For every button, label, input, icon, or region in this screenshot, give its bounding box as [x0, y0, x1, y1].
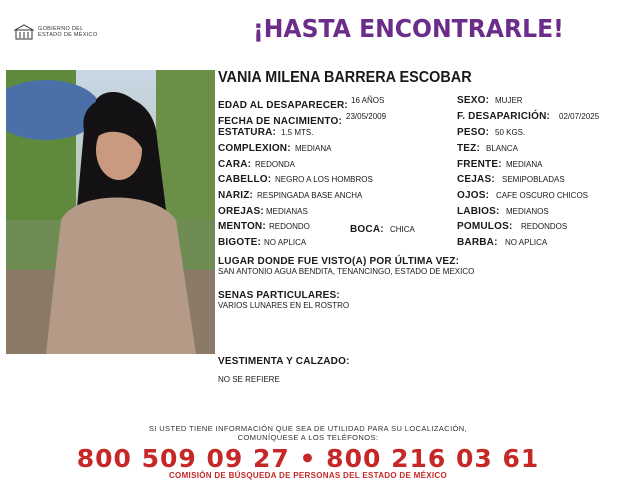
estatura-label: ESTATURA: — [218, 127, 277, 138]
peso-label: PESO: — [457, 127, 490, 138]
pomulos-value: REDONDOS — [521, 222, 568, 231]
cejas-label: CEJAS: — [457, 174, 495, 185]
commission-name: COMISIÓN DE BÚSQUEDA DE PERSONAS DEL ESTADO DE MÉXICO — [168, 471, 447, 480]
nariz-label: NARIZ: — [218, 190, 254, 201]
estatura-value: 1.5 MTS. — [281, 128, 314, 137]
footer-note-2: COMUNÍQUESE A LOS TELÉFONOS: — [237, 433, 379, 442]
cara-value: REDONDA — [255, 160, 296, 169]
cara-label: CARA: — [218, 159, 252, 170]
logo-line-2: ESTADO DE MÉXICO — [38, 32, 98, 38]
boca-label: BOCA: — [350, 224, 384, 235]
barba-value: NO APLICA — [505, 238, 548, 247]
last-seen-label: LUGAR DONDE FUE VISTO(A) POR ÚLTIMA VEZ: — [218, 256, 460, 267]
fdes-label: F. DESAPARICIÓN: — [457, 111, 551, 122]
frente-label: FRENTE: — [457, 159, 502, 170]
banner-title: ¡HASTA ENCONTRARLE! — [253, 14, 564, 43]
phone-numbers: 800 509 09 27 • 800 216 03 61 — [76, 444, 540, 473]
sexo-label: SEXO: — [457, 95, 490, 106]
labios-value: MEDIANOS — [506, 207, 549, 216]
ojos-label: OJOS: — [457, 190, 490, 201]
complexion-label: COMPLEXION: — [218, 143, 291, 154]
last-seen-value: SAN ANTONIO AGUA BENDITA, TENANCINGO, ESTADO DE MEXICO — [218, 267, 475, 276]
bigote-value: NO APLICA — [264, 238, 307, 247]
tez-value: BLANCA — [486, 144, 519, 153]
logo-text — [38, 26, 97, 39]
labios-label: LABIOS: — [457, 206, 500, 217]
cejas-value: SEMIPOBLADAS — [502, 175, 565, 184]
frente-value: MEDIANA — [506, 160, 543, 169]
boca-value: CHICA — [390, 225, 415, 234]
orejas-label: OREJAS: — [218, 206, 264, 217]
marks-value: VARIOS LUNARES EN EL ROSTRO — [218, 301, 350, 310]
menton-value: REDONDO — [269, 222, 310, 231]
fdes-value: 02/07/2025 — [559, 112, 600, 121]
bigote-label: BIGOTE: — [218, 237, 262, 248]
clothing-label: VESTIMENTA Y CALZADO: — [218, 356, 350, 367]
person-photo — [6, 70, 215, 354]
crest-icon — [14, 24, 34, 40]
nariz-value: RESPINGADA BASE ANCHA — [257, 191, 363, 200]
clothing-value: NO SE REFIERE — [218, 375, 280, 384]
sexo-value: MUJER — [495, 96, 523, 105]
cabello-label: CABELLO: — [218, 174, 272, 185]
pomulos-label: POMULOS: — [457, 221, 513, 232]
edad-value: 16 AÑOS — [351, 96, 385, 105]
cabello-value: NEGRO A LOS HOMBROS — [275, 175, 373, 184]
edad-label: EDAD AL DESAPARECER: — [218, 100, 348, 111]
fnac-label: FECHA DE NACIMIENTO: — [218, 116, 342, 127]
marks-label: SENAS PARTICULARES: — [218, 290, 340, 301]
peso-value: 50 KGS. — [495, 128, 526, 137]
person-name: VANIA MILENA BARRERA ESCOBAR — [218, 69, 472, 86]
menton-label: MENTON: — [218, 221, 266, 232]
ojos-value: CAFE OSCURO CHICOS — [496, 191, 589, 200]
barba-label: BARBA: — [457, 237, 498, 248]
footer-note-1: SI USTED TIENE INFORMACIÓN QUE SEA DE UTILIDAD PARA SU LOCALIZACIÓN, — [148, 424, 468, 433]
complexion-value: MEDIANA — [295, 144, 332, 153]
logo-line-1: GOBIERNO DEL — [38, 25, 84, 32]
government-logo — [14, 24, 97, 40]
orejas-value: MEDIANAS — [266, 207, 308, 216]
tez-label: TEZ: — [457, 143, 481, 154]
fnac-value: 23/05/2009 — [346, 112, 387, 121]
